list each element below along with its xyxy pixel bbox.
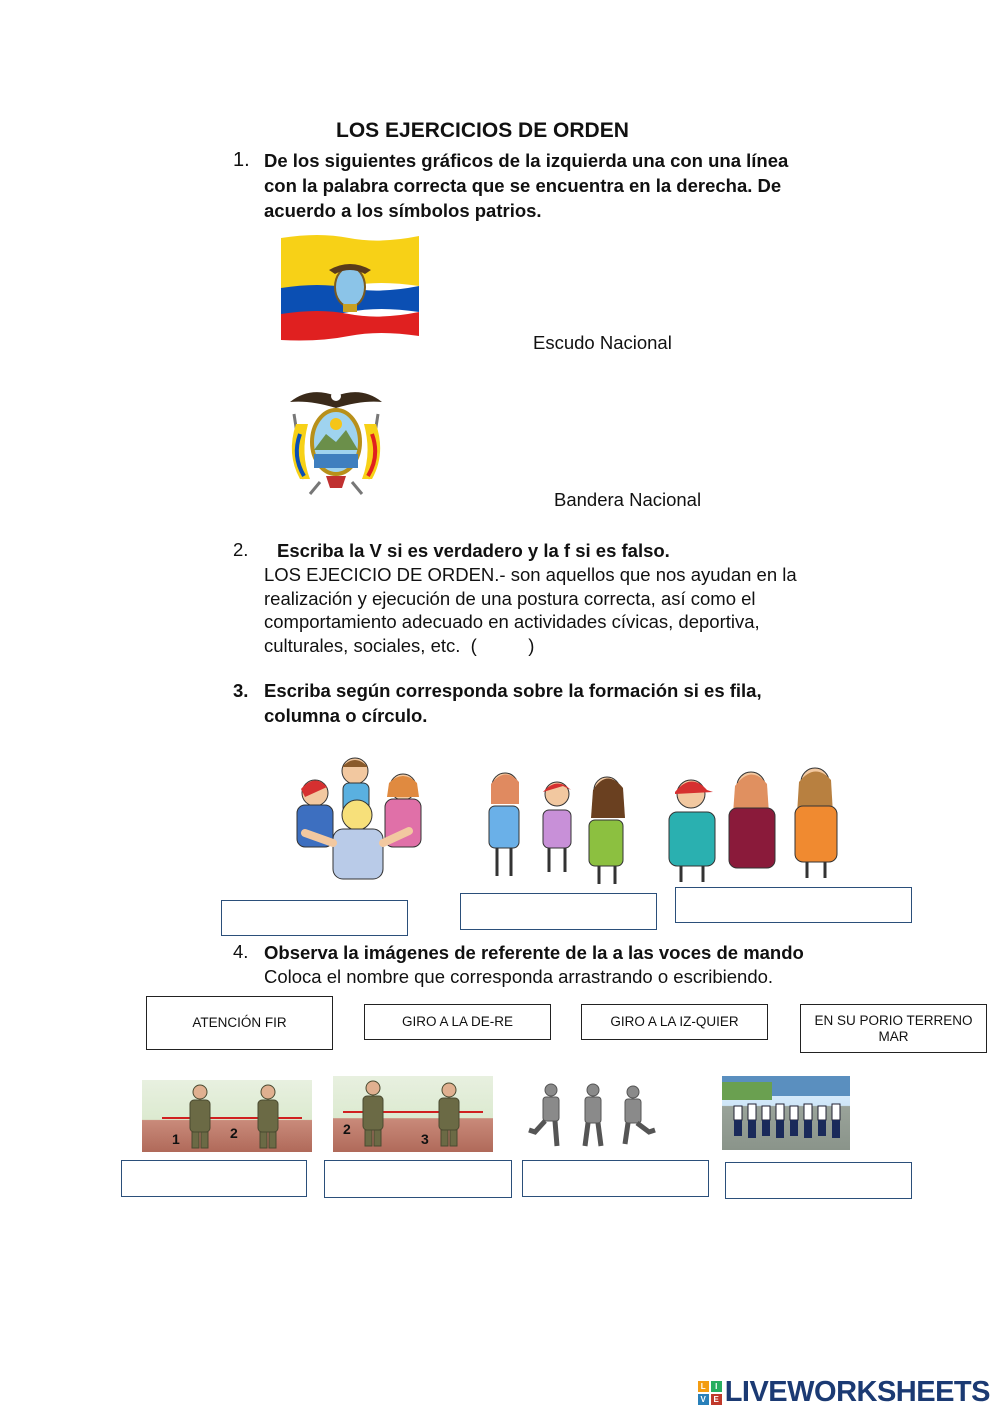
ecuador-coat-of-arms-image: [280, 384, 392, 502]
q2-line1: LOS EJECICIO DE ORDEN.- son aquellos que nos ayudan en la: [264, 564, 797, 585]
q1-instructions: [264, 148, 788, 223]
q4-number: 4.: [233, 941, 249, 962]
logo-tile-i: I: [711, 1381, 722, 1392]
q4-answer-box-1[interactable]: [121, 1160, 307, 1197]
logo-tiles-icon: [698, 1381, 722, 1405]
photo-a-number-1: 1: [172, 1131, 180, 1147]
q3-answer-box-3[interactable]: [675, 887, 912, 923]
column-formation-image: [475, 764, 635, 886]
logo-tile-l: L: [698, 1381, 709, 1392]
q1-line1: De los siguientes gráficos de la izquierda una con una línea: [264, 150, 789, 171]
option-bandera[interactable]: Bandera Nacional: [554, 489, 702, 510]
photo-b-number-3: 3: [421, 1131, 429, 1147]
marching-soldiers-photo: [521, 1082, 661, 1152]
q4-answer-box-4[interactable]: [725, 1162, 912, 1199]
q2-number: 2.: [233, 539, 249, 560]
word-atencion-fir[interactable]: ATENCIÓN FIR: [146, 996, 333, 1050]
q4-heading: Observa la imágenes de referente de la a las voces de mando: [264, 942, 804, 963]
q3-number: 3.: [233, 680, 249, 701]
q3-line1: Escriba según corresponda sobre la formación si es fila,: [264, 680, 762, 701]
q2-heading: Escriba la V si es verdadero y la f si es falso.: [277, 540, 670, 561]
q4-answer-box-2[interactable]: [324, 1160, 512, 1198]
q3-line2: columna o círculo.: [264, 705, 428, 726]
q3-answer-box-1[interactable]: [221, 900, 408, 936]
word-giro-derecha[interactable]: GIRO A LA DE-RE: [364, 1004, 551, 1040]
word-en-su-puesto[interactable]: EN SU PORIO TERRENO MAR: [800, 1004, 987, 1053]
q4-answer-box-3[interactable]: [522, 1160, 709, 1197]
q2-statement: [264, 563, 797, 657]
q2-line2: realización y ejecución de una postura correcta, así como el: [264, 587, 756, 609]
soldiers-photo-turn: [333, 1076, 493, 1152]
q3-instructions: [264, 678, 762, 728]
circle-formation-image: [285, 753, 435, 887]
row-formation-image: [663, 764, 843, 884]
soldiers-photo-attention: [142, 1080, 312, 1152]
word-giro-izquierda[interactable]: GIRO A LA IZ-QUIER: [581, 1004, 768, 1040]
option-escudo[interactable]: Escudo Nacional: [533, 332, 672, 353]
q1-line2: con la palabra correcta que se encuentra en la derecha. De: [264, 175, 782, 196]
liveworksheets-logo[interactable]: [698, 1376, 990, 1409]
q2-line3: comportamiento adecuado en actividades cívicas, deportiva,: [264, 611, 760, 632]
logo-text: LIVEWORKSHEETS: [724, 1376, 990, 1408]
q1-line3: acuerdo a los símbolos patrios.: [264, 200, 542, 221]
photo-a-number-2: 2: [230, 1125, 238, 1141]
page-title: LOS EJERCICIOS DE ORDEN: [336, 119, 629, 142]
q4-subheading: Coloca el nombre que corresponda arrastrando o escribiendo.: [264, 966, 774, 987]
q3-answer-box-2[interactable]: [460, 893, 657, 930]
logo-tile-v: V: [698, 1394, 709, 1405]
logo-tile-e: E: [711, 1394, 722, 1405]
ecuador-flag-image: [279, 232, 421, 342]
q2-line4: culturales, sociales, etc. ( ): [264, 634, 535, 656]
photo-b-number-2: 2: [343, 1121, 351, 1137]
students-marching-photo: [722, 1076, 850, 1150]
q1-number: 1.: [233, 149, 250, 171]
